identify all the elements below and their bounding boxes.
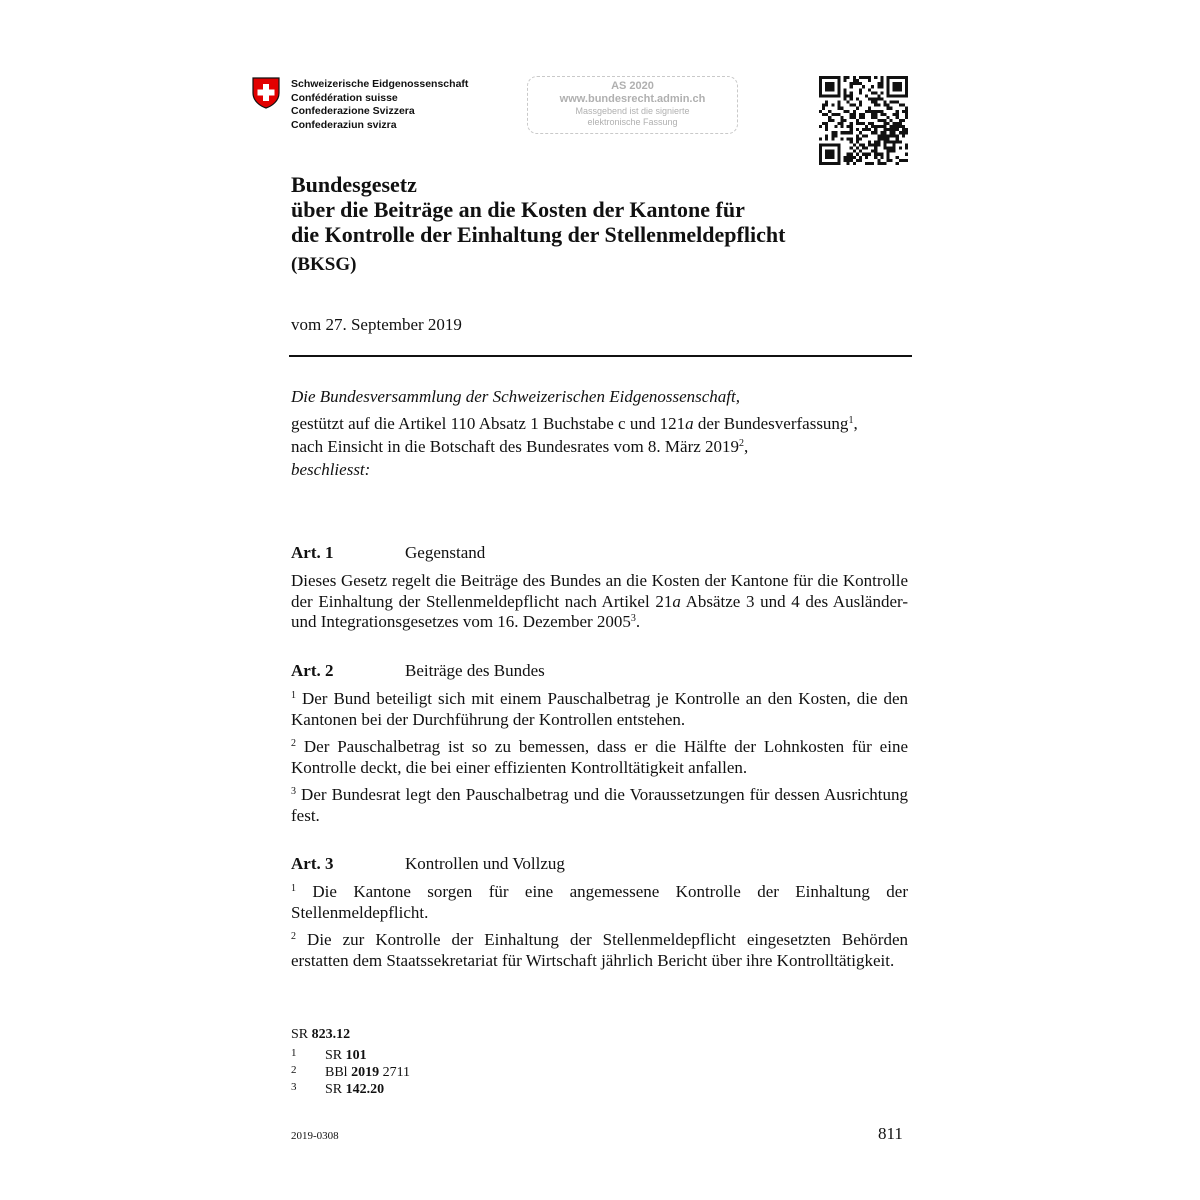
page-number: 811 xyxy=(878,1124,903,1143)
article-2-paragraph-3 xyxy=(291,785,908,826)
article-1-title: Gegenstand xyxy=(405,543,486,562)
footnote-bold: 142.20 xyxy=(345,1082,385,1097)
sr-number: 823.12 xyxy=(311,1027,351,1042)
law-abbreviation: (BKSG) xyxy=(291,254,357,275)
paragraph-number: 1 xyxy=(291,690,296,701)
article-1-period: . xyxy=(635,612,641,631)
stamp-url: www.bundesrecht.admin.ch xyxy=(559,93,706,105)
paragraph-number: 2 xyxy=(291,738,296,749)
footnote-ref-3: 3 xyxy=(630,613,636,624)
paragraph-number: 2 xyxy=(291,931,296,942)
footnote-number: 2 xyxy=(291,1064,297,1076)
confederation-wordmark xyxy=(291,78,468,132)
footnote-ref-2: 2 xyxy=(739,438,745,449)
confederation-line-it: Confederazione Svizzera xyxy=(291,105,415,117)
footnote-number: 1 xyxy=(291,1047,297,1059)
title-line-1: Bundesgesetz xyxy=(291,172,417,197)
footnote-3 xyxy=(291,1079,384,1098)
preamble-basis xyxy=(291,413,911,434)
document-number: 2019-0308 xyxy=(291,1130,339,1142)
stamp-note-line1: Massgebend ist die signierte xyxy=(575,106,690,116)
qr-code-icon xyxy=(819,76,908,165)
paragraph-text: Die zur Kontrolle der Einhaltung der Stellenmeldepflicht eingesetzten Behörden erstatten dem Staatssekretariat für Wirtschaft jährlich Bericht über ihre Kontrolltätigkeit. xyxy=(291,930,908,970)
sr-prefix: SR xyxy=(291,1027,312,1042)
preamble-decides: beschliesst: xyxy=(291,460,371,479)
footnote-bold: 2019 xyxy=(351,1065,380,1080)
preamble-message xyxy=(291,436,911,457)
article-2-heading xyxy=(291,661,545,681)
article-1-text-cont: Absätze 3 und 4 des Ausländer- und Integrationsgesetzes vom 16. Dezember 2005 xyxy=(291,591,908,631)
preamble-message-text: nach Einsicht in die Botschaft des Bundesrates vom 8. März 2019 xyxy=(291,437,740,456)
footnote-number: 3 xyxy=(291,1081,297,1093)
paragraph-number: 1 xyxy=(291,883,296,894)
preamble-basis-text: gestützt auf die Artikel 110 Absatz 1 Buchstabe c und 121 xyxy=(291,414,686,433)
stamp-as-reference: AS 2020 xyxy=(611,80,654,92)
paragraph-text: Der Pauschalbetrag ist so zu bemessen, dass er die Hälfte der Lohnkosten für eine Kontrolle deckt, die bei einer effizienten Kontrolltätigkeit anfallen. xyxy=(291,737,908,777)
article-3-heading xyxy=(291,854,565,874)
systematic-reference xyxy=(291,1027,350,1043)
article-3-number: Art. 3 xyxy=(291,854,334,873)
law-title xyxy=(291,172,785,247)
paragraph-text: Der Bund beteiligt sich mit einem Pauschalbetrag je Kontrolle an den Kosten, die den Kantonen bei der Durchführung der Kontrollen entstehen. xyxy=(291,689,908,729)
article-3-paragraph-2 xyxy=(291,930,908,971)
article-2-number: Art. 2 xyxy=(291,661,334,680)
article-1-number: Art. 1 xyxy=(291,543,334,562)
preamble-basis-constitution: der Bundesverfassung xyxy=(693,414,849,433)
article-1-paragraph xyxy=(291,571,908,633)
footnote-bold: 101 xyxy=(345,1048,367,1063)
article-1-heading xyxy=(291,543,485,563)
confederation-line-de: Schweizerische Eidgenossenschaft xyxy=(291,78,469,90)
article-3-paragraph-1 xyxy=(291,882,908,923)
article-2-title: Beiträge des Bundes xyxy=(405,661,545,680)
paragraph-text: Der Bundesrat legt den Pauschalbetrag und die Voraussetzungen für dessen Ausrichtung fest. xyxy=(291,785,908,825)
official-publication-stamp xyxy=(527,76,738,134)
footnote-prefix: SR xyxy=(325,1048,346,1063)
paragraph-number: 3 xyxy=(291,786,296,797)
preamble-basis-comma: , xyxy=(853,414,858,433)
confederation-line-rm: Confederaziun svizra xyxy=(291,118,397,131)
footnote-prefix: SR xyxy=(325,1082,346,1097)
preamble-basis-letter: a xyxy=(685,414,694,433)
law-date: vom 27. September 2019 xyxy=(291,315,462,334)
swiss-coat-of-arms-icon xyxy=(252,77,280,109)
footnote-suffix: 2711 xyxy=(379,1065,411,1080)
article-2-paragraph-2 xyxy=(291,737,908,778)
confederation-line-fr: Confédération suisse xyxy=(291,91,398,104)
stamp-note-line2: elektronische Fassung xyxy=(587,117,678,127)
title-line-3: die Kontrolle der Einhaltung der Stellenmeldepflicht xyxy=(291,222,786,247)
footnote-prefix: BBl xyxy=(325,1065,352,1080)
footnote-ref-1: 1 xyxy=(848,415,854,426)
article-1-text: Dieses Gesetz regelt die Beiträge des Bundes an die Kosten der Kantone für die Kontrolle der Einhaltung der Stellenmeldepflicht nach Artikel 21 xyxy=(291,571,908,611)
title-line-2: über die Beiträge an die Kosten der Kantone für xyxy=(291,197,745,222)
article-2-paragraph-1 xyxy=(291,689,908,730)
article-1-letter: a xyxy=(672,591,681,611)
preamble-assembly: Die Bundesversammlung der Schweizerischen Eidgenossenschaft, xyxy=(291,387,740,406)
preamble-message-comma: , xyxy=(744,437,749,456)
title-divider xyxy=(289,355,912,357)
article-3-title: Kontrollen und Vollzug xyxy=(405,854,565,873)
paragraph-text: Die Kantone sorgen für eine angemessene Kontrolle der Einhaltung der Stellenmeldepflicht. xyxy=(291,882,908,922)
